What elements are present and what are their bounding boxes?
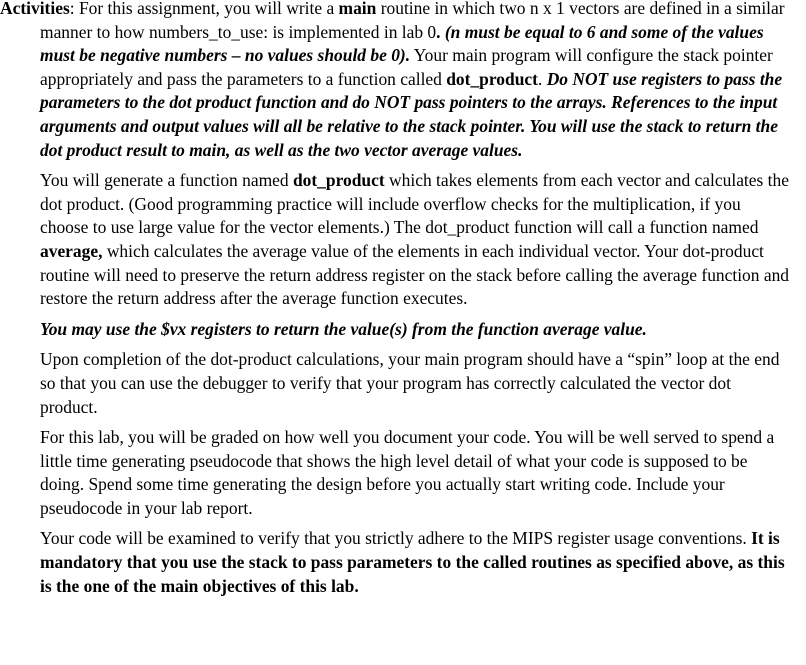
mandatory-stack-note: It is mandatory that you use the stack to pass parameters to the called routines as specified above, as this is the one of the main objectives of this lab. bbox=[40, 528, 785, 596]
text-segment: : For this assignment, you will write a bbox=[69, 0, 339, 18]
activities-paragraph bbox=[0, 0, 792, 162]
dot-product-keyword: dot_product bbox=[292, 170, 385, 191]
spin-loop-paragraph bbox=[0, 348, 792, 419]
main-keyword: main bbox=[338, 0, 377, 18]
text-segment: . bbox=[436, 21, 445, 42]
vx-registers-paragraph bbox=[0, 318, 792, 342]
stack-requirements-note: Do NOT use registers to pass the parameters to the dot product function and do NOT pass pointers to the arrays. References to the input arguments and output values will all be relative to the stack pointer. You will use the stack to return the dot product result to main, as well as the two vector average values. bbox=[40, 68, 783, 160]
vx-registers-note: You may use the $vx registers to return the value(s) from the function average value. bbox=[40, 318, 647, 339]
text-segment: . bbox=[537, 68, 547, 89]
text-segment: Upon completion of the dot-product calculations, your main program should have a “spin” loop at the end so that you can use the debugger to verify that your program has correctly calculated the vector dot product. bbox=[40, 349, 780, 417]
text-segment: You will generate a function named bbox=[40, 170, 293, 191]
text-segment: Your code will be examined to verify that you strictly adhere to the MIPS register usage conventions. bbox=[40, 528, 752, 549]
text-segment: routine in which two n x 1 vectors are defined in a similar manner to how numbers_to_use: is implemented in lab 0 bbox=[40, 0, 785, 42]
activities-heading: Activities bbox=[0, 0, 70, 18]
average-keyword: average, bbox=[40, 240, 103, 261]
dot-product-keyword: dot_product bbox=[446, 68, 538, 89]
text-segment: For this lab, you will be graded on how well you document your code. You will be well served to spend a little time generating pseudocode that shows the high level detail of what your code is supposed to be doing. Spend some time generating the design before you actually start writing code. Include your pseudocode in your lab report. bbox=[40, 427, 775, 518]
conventions-paragraph bbox=[0, 527, 792, 598]
text-segment: which takes elements from each vector and calculates the dot product. (Good programming practice will include overflow checks for the multiplication, if you choose to use large value for the vector elements.) The dot_product function will call a function named bbox=[40, 170, 789, 238]
text-segment: which calculates the average value of the elements in each individual vector. Your dot-product routine will need to preserve the return address register on the stack before calling the average function and restore the return address after the average function executes. bbox=[40, 240, 790, 309]
dot-product-paragraph bbox=[0, 169, 792, 311]
vector-requirements-note: (n must be equal to 6 and some of the values must be negative numbers – no values should be 0). bbox=[40, 21, 764, 66]
documentation-paragraph bbox=[0, 426, 792, 520]
text-segment: Your main program will configure the stack pointer appropriately and pass the parameters to a function called bbox=[40, 45, 773, 89]
